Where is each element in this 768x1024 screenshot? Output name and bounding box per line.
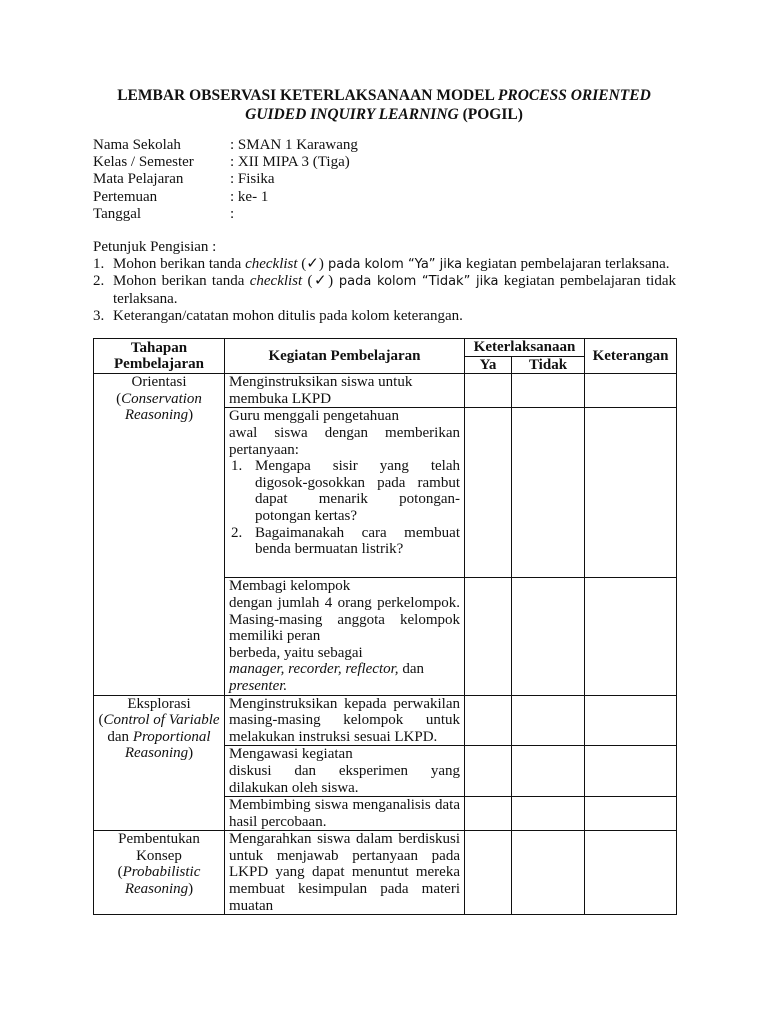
activity-cell: Menginstruksikan kepada perwakilan masing-masing kelompok untuk melakukan instruksi sesuai LKPD. [225,695,465,746]
stage-italic: Conservation Reasoning [121,390,202,424]
tidak-cell[interactable] [512,797,585,831]
paren: ) [188,745,194,762]
keterangan-cell[interactable] [585,797,677,831]
question-text: Mengapa sisir yang telah digosok-gosokkan pada rambut dapat menarik potongan-potongan kertas? [255,458,460,524]
tidak-cell[interactable] [512,374,585,408]
info-label: Nama Sekolah [93,137,181,153]
info-label: Pertemuan [93,188,158,205]
instruction-text: kegiatan pembelajaran tidak terlaksana. [113,273,676,307]
info-value: : XII MIPA 3 (Tiga) [230,154,350,171]
table-header-row [94,339,677,357]
instruction-text: Mohon berikan tanda [113,273,250,290]
paren: ( [116,390,122,407]
ya-cell[interactable] [465,578,512,695]
instruction-text: kegiatan pembelajaran terlaksana. [462,256,670,273]
title-text: LEMBAR OBSERVASI KETERLAKSANAAN MODEL [117,87,498,104]
header-keterlaksanaan: Keterlaksanaan [465,339,585,357]
stage-text: dan [107,728,133,745]
item-number: 2. [93,273,105,290]
info-row [93,137,358,154]
title-italic-2: GUIDED INQUIRY LEARNING [245,106,459,123]
checkmark-icon: (✓) [297,256,324,273]
ya-cell[interactable] [465,831,512,915]
stage-label: Pembentukan Konsep [118,831,200,864]
keterangan-cell[interactable] [585,578,677,695]
identity-block [93,137,358,223]
activity-text: dengan jumlah 4 orang perkelompok. Masing-masing anggota kelompok memiliki peran [229,594,460,645]
item-number: 1. [93,256,105,273]
info-label: Tanggal [93,205,142,222]
item-number: 1. [231,458,243,475]
instruction-item [93,308,676,325]
instructions [93,239,676,325]
item-number: 3. [93,307,105,324]
instruction-item [93,256,676,273]
question-item [229,525,460,558]
stage-eksplorasi [94,695,225,831]
table-row [94,695,677,746]
keterangan-cell[interactable] [585,831,677,915]
info-value: : Fisika [230,171,275,188]
activity-text: Guru menggali pengetahuan [229,408,399,425]
ya-cell[interactable] [465,746,512,797]
instruction-text: Keterangan/catatan mohon ditulis pada kolom keterangan. [113,307,463,324]
activity-cell [225,578,465,695]
stage-pembentukan-konsep [94,831,225,915]
info-value: : ke- 1 [230,188,269,205]
checkmark-icon: (✓) [302,273,334,290]
keterangan-cell[interactable] [585,374,677,408]
activity-text: diskusi dan eksperimen yang dilakukan oleh siswa. [229,762,460,796]
instruction-text: pada kolom “Tidak” jika [333,274,499,290]
stage-italic: Probabilistic Reasoning [122,864,201,898]
activity-text: awal siswa dengan memberikan pertanyaan: [229,424,460,458]
info-label: Mata Pelajaran [93,171,184,188]
paren: ) [188,881,194,898]
header-kegiatan: Kegiatan Pembelajaran [225,339,465,374]
activity-cell: Menginstruksikan siswa untuk membuka LKPD [225,374,465,408]
ya-cell[interactable] [465,408,512,578]
info-row [93,171,358,188]
header-tidak: Tidak [512,356,585,374]
stage-italic: Proportional Reasoning [124,728,211,762]
activity-text: Mengawasi kegiatan [229,746,353,763]
keterangan-cell[interactable] [585,746,677,797]
title-text-2: (POGIL) [458,106,523,123]
paren: ) [188,407,194,424]
paren: ( [98,712,104,729]
table-row [94,831,677,915]
instruction-text: Mohon berikan tanda [113,256,246,273]
tidak-cell[interactable] [512,831,585,915]
instruction-italic: checklist [245,256,298,273]
page-title [80,86,688,124]
ya-cell[interactable] [465,695,512,746]
activity-text: berbeda, yaitu sebagai [229,644,363,661]
question-item [229,458,460,524]
stage-italic: Control of Variable [103,712,220,729]
tidak-cell[interactable] [512,408,585,578]
info-row [93,206,358,223]
keterangan-cell[interactable] [585,695,677,746]
activity-cell [225,746,465,797]
instruction-italic: checklist [249,273,303,290]
role-italic: manager, recorder, reflector, [229,661,399,678]
keterangan-cell[interactable] [585,408,677,578]
ya-cell[interactable] [465,797,512,831]
tidak-cell[interactable] [512,695,585,746]
tidak-cell[interactable] [512,746,585,797]
info-value: : [230,205,235,222]
observation-table [93,338,677,915]
stage-orientasi [94,374,225,695]
header-ya: Ya [465,356,512,374]
item-number: 2. [231,524,243,541]
role-italic: presenter. [229,677,288,694]
instruction-text: pada kolom “Ya” jika [323,257,463,273]
ya-cell[interactable] [465,374,512,408]
paren: ( [117,864,123,881]
tidak-cell[interactable] [512,578,585,695]
activity-text: dan [398,661,424,678]
info-row [93,189,358,206]
title-italic: PROCESS ORIENTED [497,87,651,104]
activity-text: Membagi kelompok [229,578,351,595]
stage-label: Orientasi [131,374,187,391]
question-text: Bagaimanakah cara membuat benda bermuatan listrik? [255,524,460,558]
info-row [93,154,358,171]
instructions-heading: Petunjuk Pengisian : [93,239,217,255]
info-value: : SMAN 1 Karawang [230,137,358,153]
activity-cell: Membimbing siswa menganalisis data hasil percobaan. [225,797,465,831]
table-row [94,374,677,408]
header-keterangan: Keterangan [585,339,677,374]
stage-label: Eksplorasi [127,695,191,712]
info-label: Kelas / Semester [93,154,194,171]
header-tahapan: Tahapan Pembelajaran [94,339,225,374]
activity-cell: Mengarahkan siswa dalam berdiskusi untuk menjawab pertanyaan pada LKPD yang dapat menuntut mereka membuat kesimpulan pada materi muatan [225,831,465,915]
instruction-item [93,273,676,307]
activity-cell [225,408,465,578]
